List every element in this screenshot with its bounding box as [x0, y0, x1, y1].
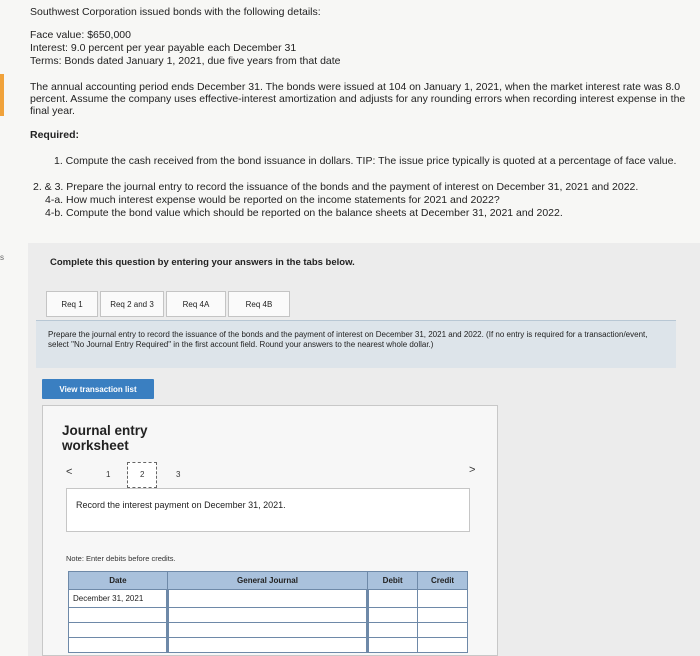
date-cell: December 31, 2021 [69, 590, 168, 608]
next-page-icon[interactable]: > [469, 464, 476, 476]
requirement-2-3: 2. & 3. Prepare the journal entry to record the issuance of the bonds and the payment of interest on December 31, 2021 and 2022. [33, 181, 639, 193]
requirement-4a: 4-a. How much interest expense would be reported on the income statements for 2021 and 2022? [45, 194, 500, 206]
record-instruction [66, 488, 470, 532]
prev-page-icon[interactable]: < [66, 466, 73, 478]
date-cell [69, 623, 168, 638]
table-row [69, 638, 468, 653]
account-select[interactable] [167, 623, 368, 638]
page-3[interactable]: 3 [176, 470, 181, 479]
view-transaction-list-button[interactable]: View transaction list [42, 379, 154, 399]
journal-table [68, 571, 468, 653]
debit-credit-note: Note: Enter debits before credits. [66, 554, 176, 563]
page-1[interactable]: 1 [106, 470, 111, 479]
table-row [69, 623, 468, 638]
debit-header: Debit [368, 572, 418, 590]
complete-instruction: Complete this question by entering your answers in the tabs below. [50, 257, 355, 268]
account-select[interactable] [167, 590, 368, 608]
date-cell [69, 608, 168, 623]
page-2[interactable]: 2 [140, 470, 145, 479]
credit-header: Credit [418, 572, 468, 590]
interest-terms: Interest: 9.0 percent per year payable each December 31 [30, 42, 297, 54]
debit-input[interactable] [368, 623, 418, 638]
date-cell [69, 638, 168, 653]
credit-input[interactable] [418, 590, 468, 608]
tab-req-1[interactable]: Req 1 [46, 291, 98, 317]
problem-paragraph: The annual accounting period ends December 31. The bonds were issued at 104 on January 1, 2021, when the market interest rate was 8.0 percent. Assume the company uses effective-interest amortization and adjusts for any rounding errors when recording interest expense in the final year. [30, 81, 686, 117]
highlight-bar [0, 74, 4, 116]
tab-req-4b[interactable]: Req 4B [228, 291, 290, 317]
table-row [69, 590, 468, 608]
table-row [69, 608, 468, 623]
debit-input[interactable] [368, 590, 418, 608]
account-select[interactable] [167, 608, 368, 623]
account-select[interactable] [167, 638, 368, 653]
general-journal-header: General Journal [167, 572, 368, 590]
face-value: Face value: $650,000 [30, 29, 131, 41]
tab-req-2-and-3[interactable]: Req 2 and 3 [100, 291, 164, 317]
debit-input[interactable] [368, 608, 418, 623]
debit-input[interactable] [368, 638, 418, 653]
credit-input[interactable] [418, 608, 468, 623]
tab-req-4a[interactable]: Req 4A [166, 291, 226, 317]
tab-instructions: Prepare the journal entry to record the issuance of the bonds and the payment of interest on December 31, 2021 and 2022. (If no entry is required for a transaction/event, select "No Journal Entry Required" in the first account field. Round your answers to the nearest whole dollar.) [36, 320, 676, 368]
requirement-1: 1. Compute the cash received from the bond issuance in dollars. TIP: The issue price typically is quoted at a percentage of face value. [54, 155, 677, 167]
bond-terms: Terms: Bonds dated January 1, 2021, due five years from that date [30, 55, 341, 67]
edge-text: s [0, 253, 4, 262]
requirement-4b: 4-b. Compute the bond value which should be reported on the balance sheets at December 31, 2021 and 2022. [45, 207, 563, 219]
record-text: Record the interest payment on December 31, 2021. [76, 500, 286, 510]
required-label: Required: [30, 129, 80, 141]
credit-input[interactable] [418, 623, 468, 638]
problem-intro: Southwest Corporation issued bonds with the following details: [30, 6, 321, 18]
credit-input[interactable] [418, 638, 468, 653]
worksheet-title: Journal entry worksheet [62, 423, 148, 453]
requirement-tabs [46, 291, 292, 319]
date-header: Date [69, 572, 168, 590]
